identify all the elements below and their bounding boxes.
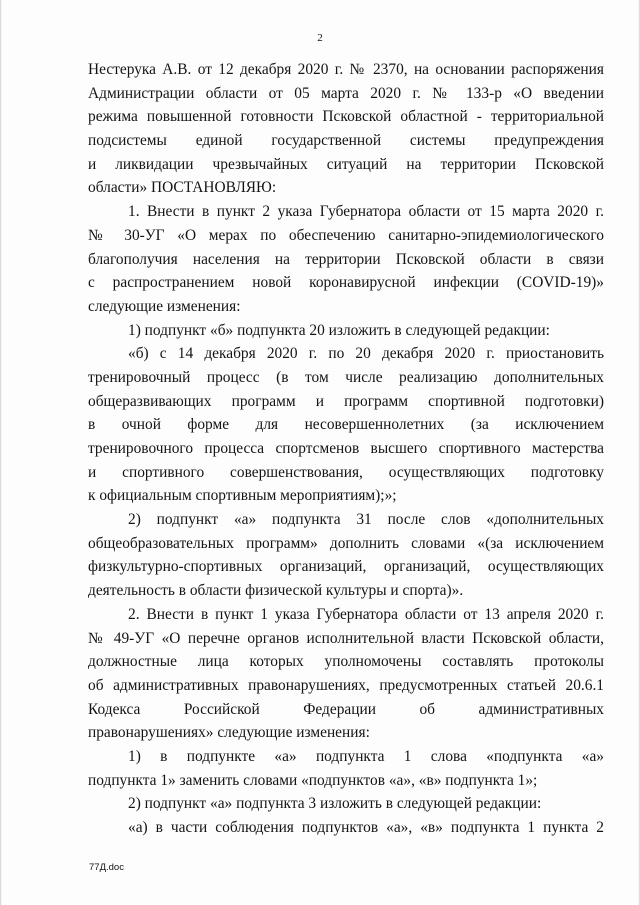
scan-edge-left [0,0,2,905]
text-line: 1) подпункт «б» подпункта 20 изложить в следующей редакции: [128,321,550,339]
text-line: тренировочного процесса спортсменов высшего спортивного мастерства [88,440,604,457]
text-line: Кодекса Российской Федерации об административных [88,700,604,718]
text-line: 2) подпункт «а» подпункта 3 изложить в следующей редакции: [128,795,542,813]
text-line: 2) подпункт «а» подпункта 31 после слов «дополнительных [128,511,604,529]
text-line: с распространением новой коронавирусной инфекции (COVID-19)» [88,274,604,292]
text-line: 1. Внести в пункт 2 указа Губернатора области от 15 марта 2020 г. [128,203,604,221]
footer-filename: 77Д.doc [89,862,124,873]
text-line: «б) с 14 декабря 2020 г. по 20 декабря 2020 г. приостановить [128,345,604,363]
text-line: к официальным спортивным мероприятиям);»; [88,487,397,505]
text-line: «а) в части соблюдения подпунктов «а», «в» подпункта 1 пункта 2 [128,819,604,836]
text-line: благополучия населения на территории Псковской области в связи [88,250,604,268]
text-line: 1) в подпункте «а» подпункта 1 слова «подпункта «а» [128,747,604,765]
text-line: следующие изменения: [88,297,241,315]
text-line: Нестерука А.В. от 12 декабря 2020 г. № 2370, на основании распоряжения [88,61,604,78]
page-number: 2 [317,32,323,44]
text-line: № 30-УГ «О мерах по обеспечению санитарно-эпидемиологического [88,226,604,244]
text-line: правонарушениях» следующие изменения: [88,724,370,742]
document-body [88,58,604,840]
text-line: должностные лица которых уполномочены составлять протоколы [88,653,604,671]
text-line: и спортивного совершенствования, осуществляющих подготовку [88,463,604,481]
text-line: общеразвивающих программ и программ спортивной подготовки) [88,392,604,410]
text-line: режима повышенной готовности Псковской областной - территориальной [88,108,604,126]
text-line: подсистемы единой государственной системы предупреждения [88,132,604,150]
text-line: общеобразовательных программ» дополнить словами «(за исключением [88,534,604,552]
text-line: тренировочный процесс (в том числе реализацию дополнительных [88,368,604,386]
text-line: 2. Внести в пункт 1 указа Губернатора области от 13 апреля 2020 г. [128,605,604,623]
text-line: области» ПОСТАНОВЛЯЮ: [88,179,277,197]
text-line: Администрации области от 05 марта 2020 г. № 133-р «О введении [88,84,604,102]
text-line: № 49-УГ «О перечне органов исполнительной власти Псковской области, [88,629,604,647]
text-line: об административных правонарушениях, предусмотренных статьей 20.6.1 [88,676,604,694]
text-line: физкультурно-спортивных организаций, организаций, осуществляющих [88,558,604,576]
text-line: в очной форме для несовершеннолетних (за исключением [88,416,604,434]
text-line: и ликвидации чрезвычайных ситуаций на территории Псковской [88,155,604,173]
text-line: деятельность в области физической культуры и спорта)». [88,582,464,600]
text-line: подпункта 1» заменить словами «подпунктов «а», «в» подпункта 1»; [88,771,538,789]
